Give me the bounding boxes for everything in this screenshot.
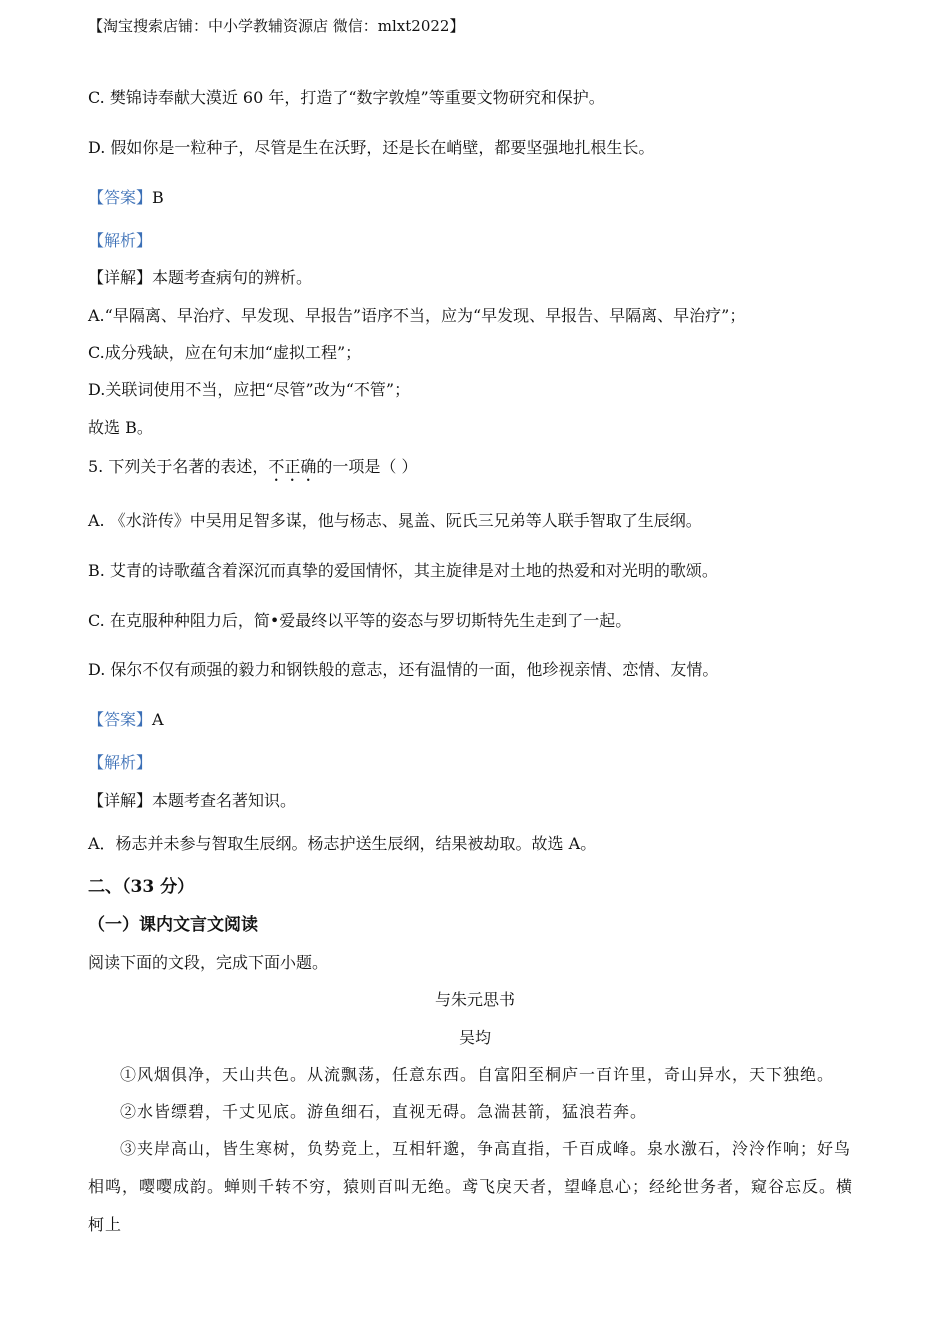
answer-label: 【答案】	[88, 188, 153, 207]
text-author: 吴均	[458, 1028, 491, 1047]
q4-option-c: C. 樊锦诗奉献大漠近 60 年，打造了“数字敦煌”等重要文物研究和保护。	[88, 88, 605, 107]
q5-answer	[88, 710, 164, 730]
q5-stem-emphasis: 不正确	[268, 457, 317, 476]
q5-explain-a: A．杨志并未参与智取生辰纲。杨志护送生辰纲，结果被劫取。故选 A。	[88, 834, 597, 853]
text-title: 与朱元思书	[434, 990, 515, 1009]
q5-stem	[88, 457, 417, 485]
answer-value: B	[152, 188, 164, 207]
paragraph-2: ②水皆缥碧，千丈见底。游鱼细石，直视无碍。急湍甚箭，猛浪若奔。	[120, 1102, 648, 1121]
q5-option-c: C. 在克服种种阻力后，简•爱最终以平等的姿态与罗切斯特先生走到了一起。	[88, 611, 632, 630]
q5-detail: 【详解】本题考查名著知识。	[88, 791, 297, 810]
page-header: 【淘宝搜索店铺：中小学教辅资源店 微信：mlxt2022】	[88, 17, 465, 35]
paragraph-1: ①风烟俱净，天山共色。从流飘荡，任意东西。自富阳至桐庐一百许里，奇山异水，天下独绝。	[120, 1065, 835, 1084]
q4-explain-d: D.关联词使用不当，应把“尽管”改为“不管”；	[88, 380, 411, 399]
q4-analysis-label: 【解析】	[88, 231, 153, 250]
q5-analysis-label: 【解析】	[88, 753, 153, 772]
q5-option-d: D. 保尔不仅有顽强的毅力和钢铁般的意志，还有温情的一面，他珍视亲情、恋情、友情。	[88, 660, 719, 679]
section-subtitle: （一）课内文言文阅读	[88, 915, 258, 935]
reading-instruction: 阅读下面的文段，完成下面小题。	[88, 953, 329, 972]
section-title: 二、（33 分）	[88, 877, 195, 897]
answer-value: A	[152, 710, 164, 729]
q5-option-b: B. 艾青的诗歌蕴含着深沉而真挚的爱国情怀，其主旋律是对土地的热爱和对光明的歌颂。	[88, 561, 718, 580]
q5-option-a: A. 《水浒传》中吴用足智多谋，他与杨志、晁盖、阮氏三兄弟等人联手智取了生辰纲。	[88, 511, 702, 530]
q5-stem-pre: 5. 下列关于名著的表述，	[88, 457, 269, 476]
q4-explain-c: C.成分残缺，应在句末加“虚拟工程”；	[88, 343, 362, 362]
answer-label: 【答案】	[88, 710, 153, 729]
q4-option-d: D. 假如你是一粒种子，尽管是生在沃野，还是长在峭壁，都要坚强地扎根生长。	[88, 138, 655, 157]
q4-explain-a: A.“早隔离、早治疗、早发现、早报告”语序不当，应为“早发现、早报告、早隔离、早治疗”；	[88, 306, 746, 325]
paragraph-3: ③夹岸高山，皆生寒树，负势竞上，互相轩邈，争高直指，千百成峰。泉水激石，泠泠作响；好鸟相鸣，嘤嘤成韵。蝉则千转不穷，猿则百叫无绝。鸢飞戾天者，望峰息心；经纶世务者，窥谷忘反。横柯上	[88, 1139, 854, 1234]
q4-answer	[88, 188, 164, 208]
q5-stem-post: 的一项是（ ）	[316, 457, 418, 476]
q4-conclusion: 故选 B。	[88, 418, 153, 437]
q4-detail: 【详解】本题考查病句的辨析。	[88, 268, 313, 287]
